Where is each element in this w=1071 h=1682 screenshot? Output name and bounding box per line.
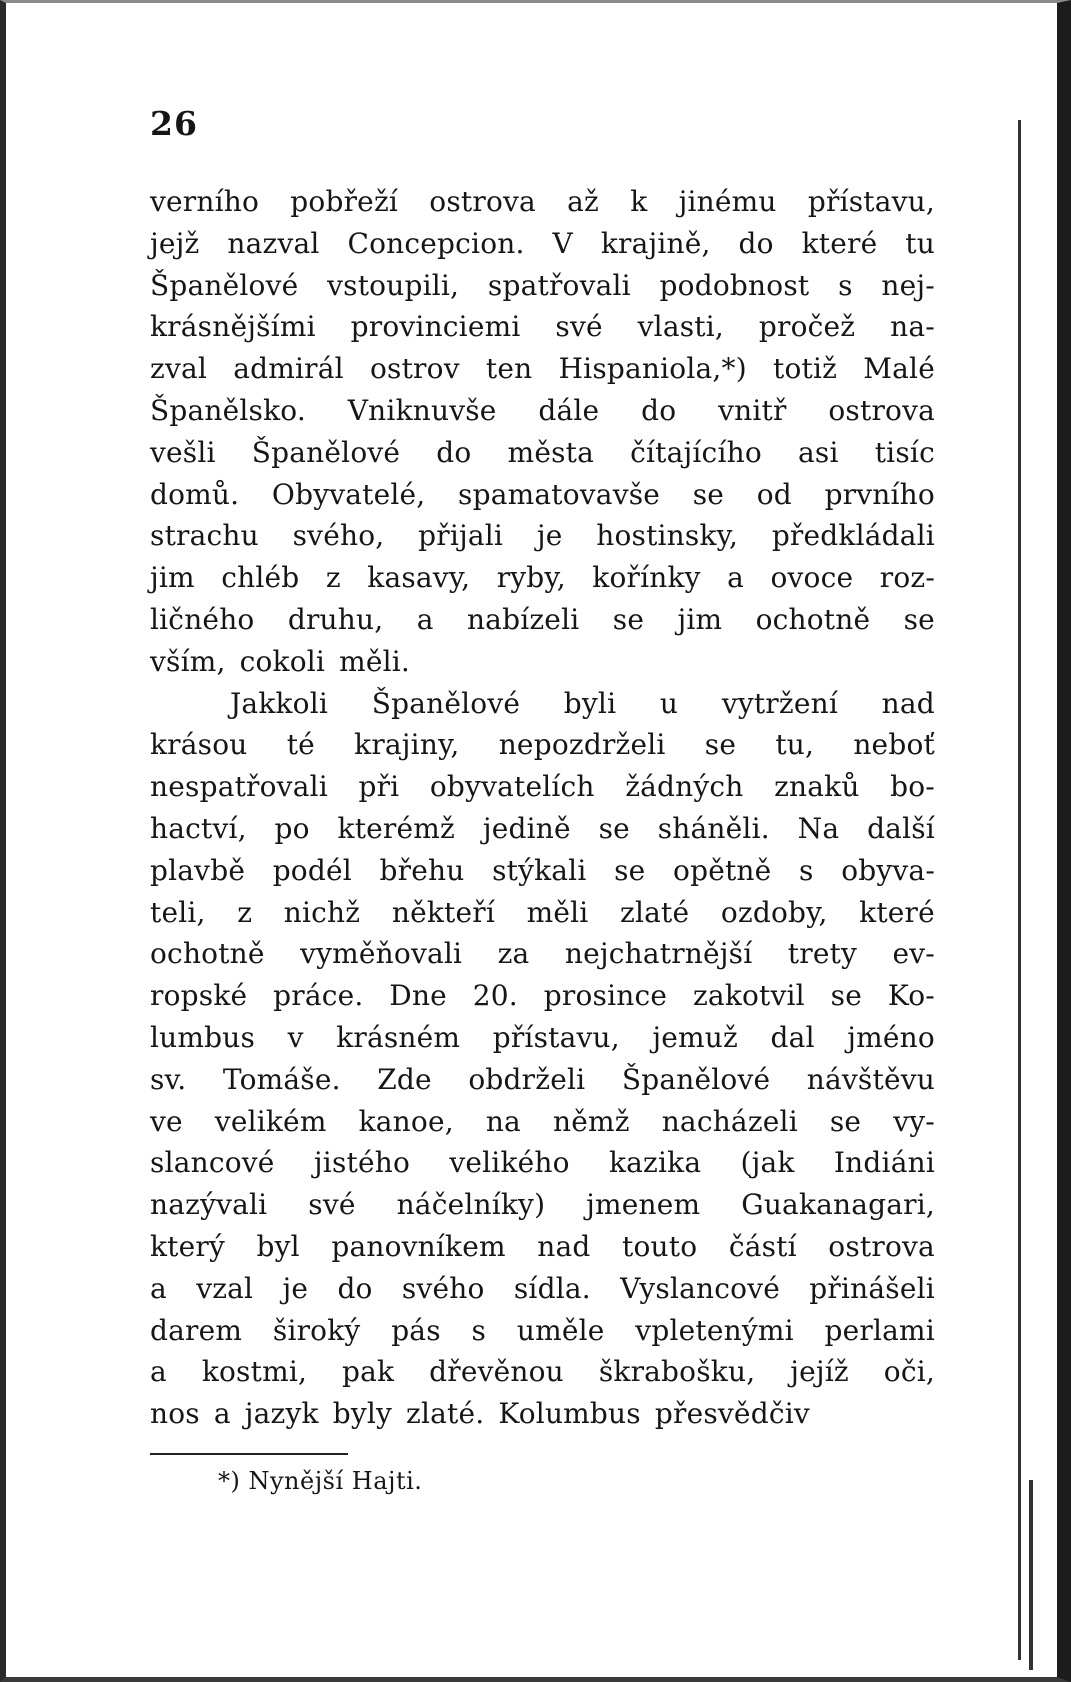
- text-line: který byl panovníkem nad touto částí ostrova: [150, 1229, 935, 1263]
- text-line: vším, cokoli měli.: [150, 644, 411, 678]
- text-line: nespatřovali při obyvatelích žádných znaků bo-: [150, 770, 935, 804]
- text-line: ličného druhu, a nabízeli se jim ochotně se: [150, 602, 935, 636]
- footnote: *) Nynější Hajti.: [218, 1467, 423, 1495]
- text-line: darem široký pás s uměle vpletenými perlami: [150, 1313, 935, 1347]
- text-line: ropské práce. Dne 20. prosince zakotvil se Ko-: [150, 979, 935, 1013]
- text-line: ve velikém kanoe, na němž nacházeli se vy-: [150, 1104, 935, 1138]
- text-line: nos a jazyk byly zlaté. Kolumbus přesvědčiv: [150, 1397, 810, 1431]
- text-line: zval admirál ostrov ten Hispaniola,*) totiž Malé: [150, 352, 935, 386]
- text-line: verního pobřeží ostrova až k jinému přístavu,: [150, 185, 935, 218]
- text-line: lumbus v krásném přístavu, jemuž dal jméno: [150, 1020, 935, 1054]
- footnote-rule: [150, 1453, 348, 1455]
- text-line: plavbě podél břehu stýkali se opětně s obyva-: [150, 853, 935, 887]
- text-line: sv. Tomáše. Zde obdrželi Španělové návštěvu: [150, 1062, 935, 1096]
- text-line: Španělsko. Vniknuvše dále do vnitř ostrova: [150, 393, 935, 427]
- body-text: [150, 181, 935, 1435]
- page-edge-line-lower: [1029, 1480, 1033, 1670]
- text-line: slancové jistého velikého kazika (jak Indiáni: [150, 1146, 935, 1180]
- text-line: a kostmi, pak dřevěnou škrabošku, jejíž oči,: [150, 1355, 935, 1389]
- text-line: jejž nazval Concepcion. V krajině, do které tu: [150, 226, 935, 260]
- text-line: Španělové vstoupili, spatřovali podobnost s nej-: [150, 268, 935, 302]
- text-line: a vzal je do svého sídla. Vyslancové přinášeli: [150, 1271, 935, 1305]
- text-line: hactví, po kterémž jedině se sháněli. Na další: [150, 811, 935, 845]
- text-line: vešli Španělové do města čítajícího asi tisíc: [150, 435, 935, 469]
- page-edge-line: [1018, 120, 1021, 1660]
- text-line: strachu svého, přijali je hostinsky, předkládali: [150, 519, 935, 553]
- text-line: domů. Obyvatelé, spamatovavše se od prvního: [150, 477, 935, 511]
- text-line: teli, z nichž někteří měli zlaté ozdoby, které: [150, 895, 935, 929]
- text-line: Jakkoli Španělové byli u vytržení nad: [230, 686, 935, 720]
- text-line: nazývali své náčelníky) jmenem Guakanagari,: [150, 1188, 935, 1222]
- text-line: jim chléb z kasavy, ryby, kořínky a ovoce roz-: [150, 561, 935, 595]
- text-line: krásou té krajiny, nepozdrželi se tu, neboť: [150, 728, 935, 762]
- text-line: ochotně vyměňovali za nejchatrnější trety ev-: [150, 937, 935, 971]
- page-number: 26: [150, 104, 198, 143]
- text-line: krásnějšími provinciemi své vlasti, pročež na-: [150, 310, 935, 344]
